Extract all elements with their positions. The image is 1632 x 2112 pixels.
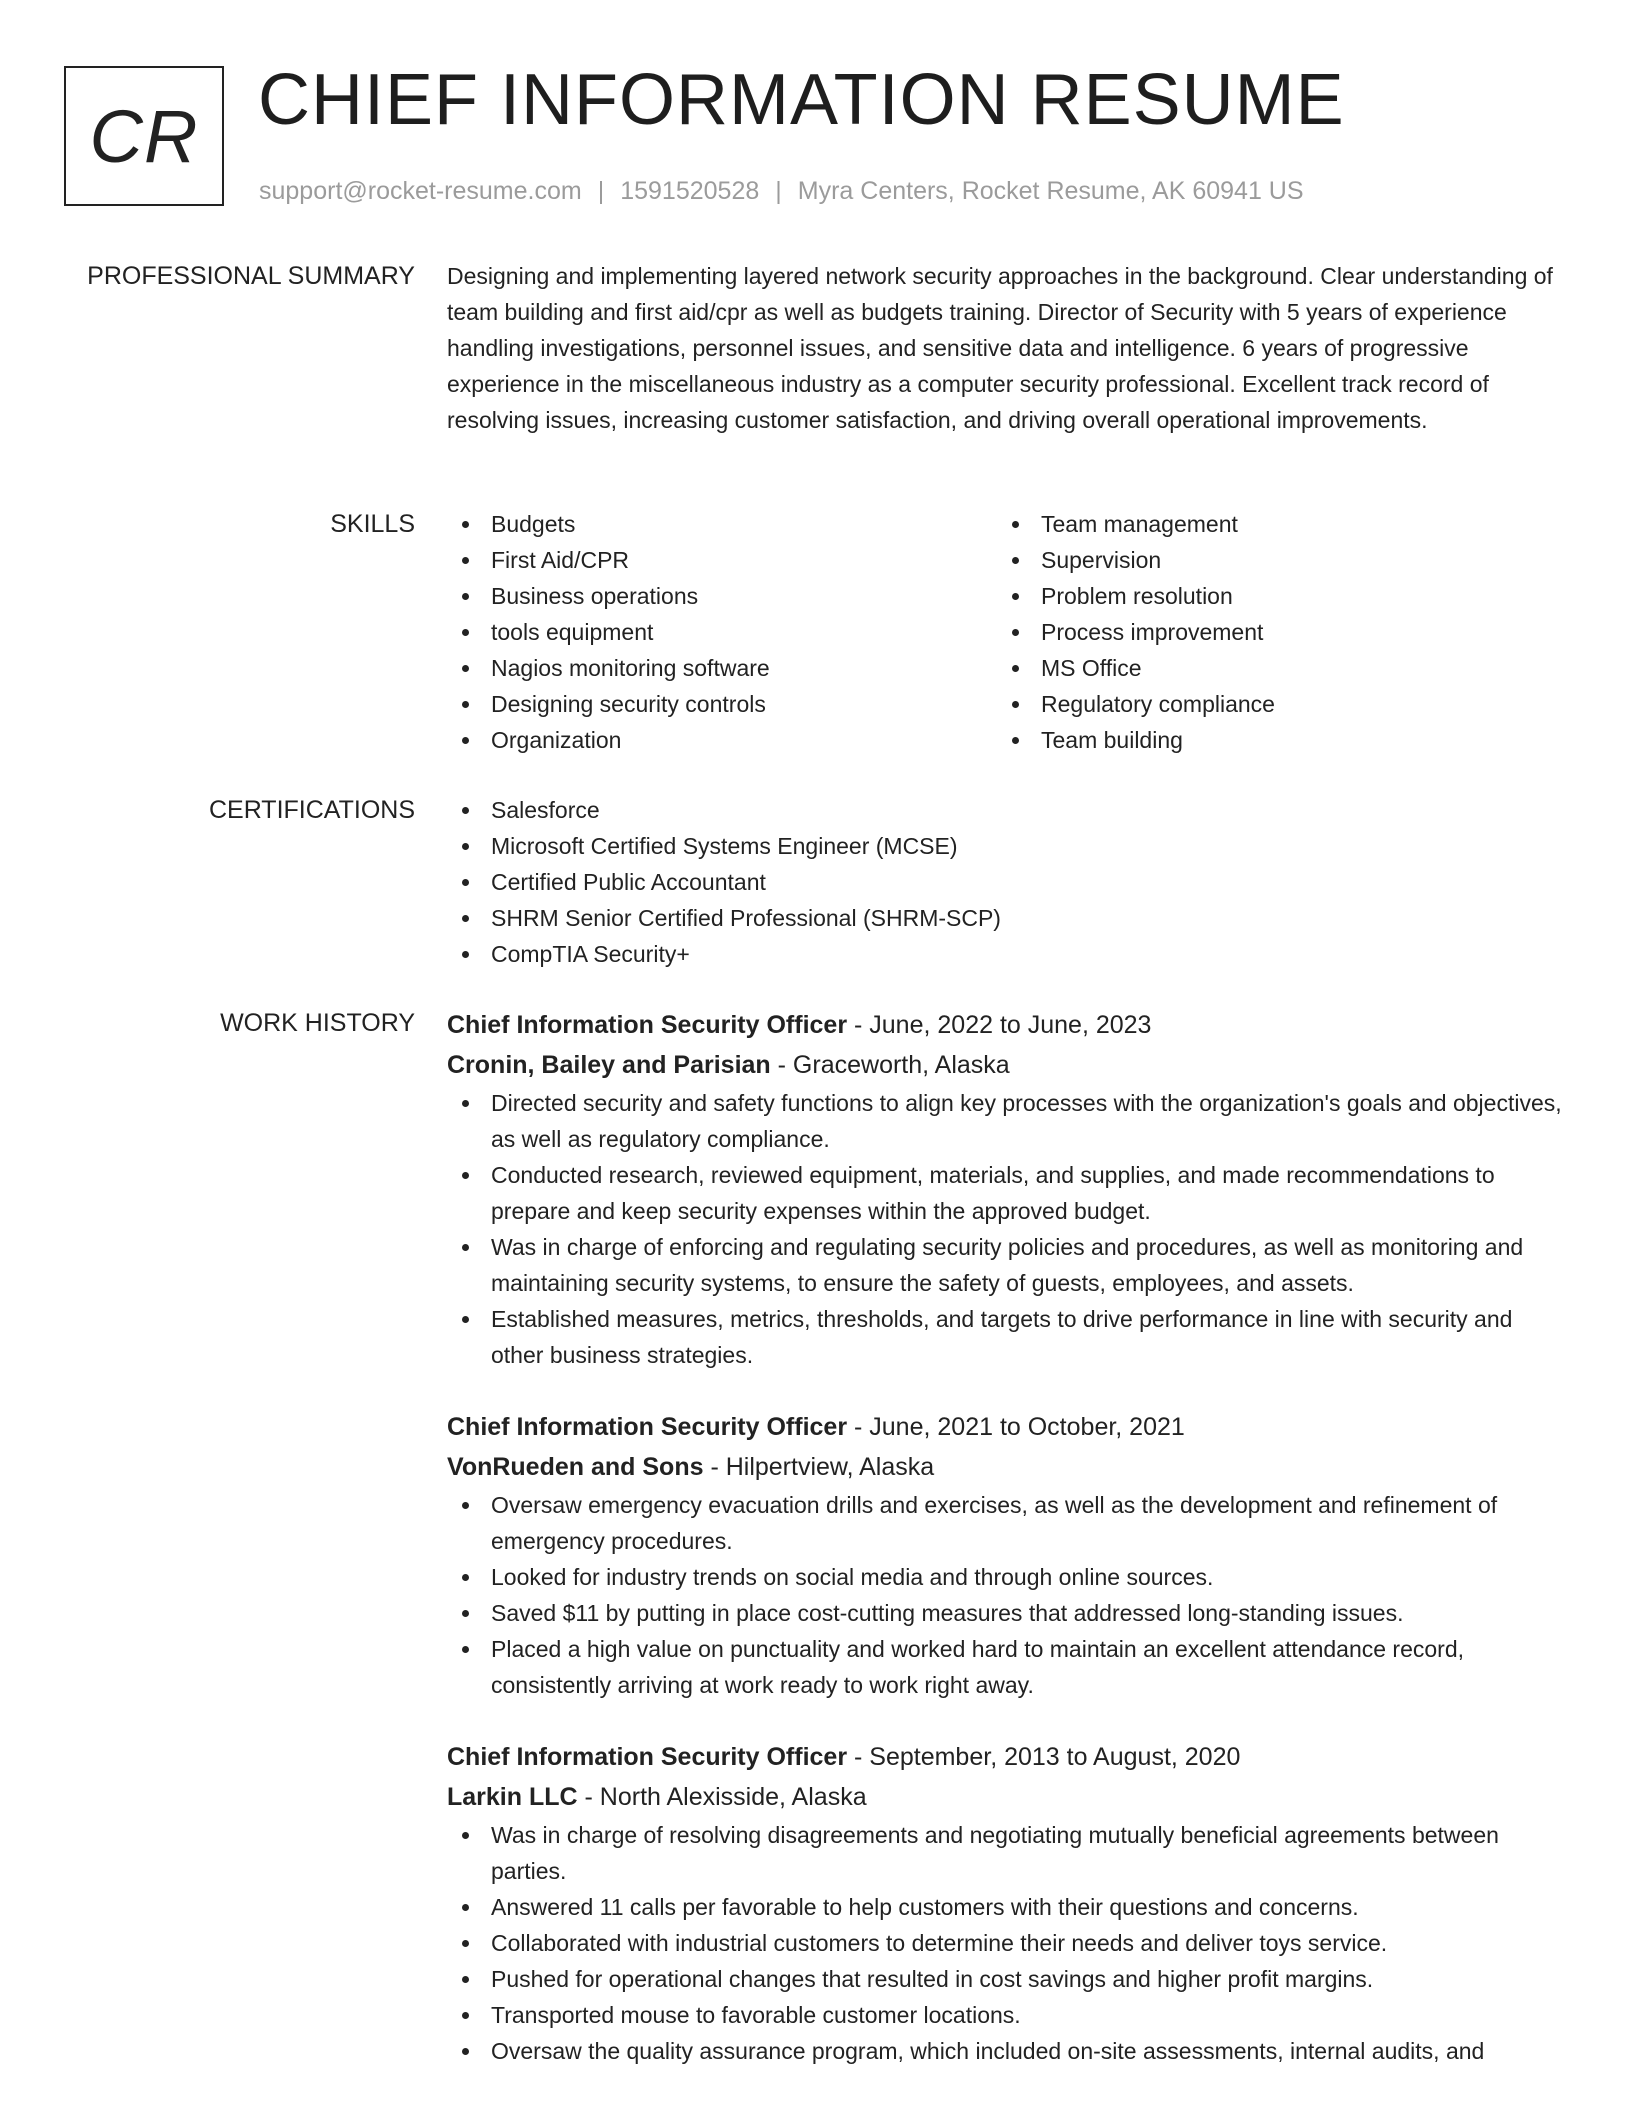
job-entry — [447, 1737, 1567, 2069]
skill-item: First Aid/CPR — [447, 542, 997, 578]
contact-email: support@rocket-resume.com — [259, 177, 582, 205]
job-location: - Hilpertview, Alaska — [703, 1453, 935, 1481]
skill-item: Designing security controls — [447, 686, 997, 722]
job-title-line — [447, 1005, 1567, 1045]
job-entry — [447, 1005, 1567, 1373]
skill-item: Problem resolution — [997, 578, 1547, 614]
skill-item: Budgets — [447, 506, 997, 542]
job-entry — [447, 1407, 1567, 1703]
contact-phone: 1591520528 — [620, 177, 760, 205]
certification-item: Salesforce — [447, 792, 1567, 828]
skills-body — [447, 506, 1567, 758]
job-company-line — [447, 1447, 1567, 1487]
certification-item: Certified Public Accountant — [447, 864, 1567, 900]
job-title-line — [447, 1737, 1567, 1777]
resume-title: CHIEF INFORMATION RESUME — [258, 60, 1345, 140]
job-title-line — [447, 1407, 1567, 1447]
job-bullet: Transported mouse to favorable customer locations. — [447, 1997, 1567, 2033]
job-dates: - June, 2021 to October, 2021 — [847, 1413, 1185, 1441]
skills-list-right — [997, 506, 1547, 758]
work-history-body — [447, 1005, 1567, 2103]
job-bullet: Collaborated with industrial customers to determine their needs and deliver toys service. — [447, 1925, 1567, 1961]
job-title: Chief Information Security Officer — [447, 1413, 848, 1441]
job-title: Chief Information Security Officer — [447, 1011, 848, 1039]
summary-body — [447, 258, 1567, 438]
skill-item: Business operations — [447, 578, 997, 614]
job-bullet: Directed security and safety functions to align key processes with the organization's goals and objectives, as well as regulatory compliance. — [447, 1085, 1567, 1157]
job-company-line — [447, 1045, 1567, 1085]
job-company: Cronin, Bailey and Parisian — [447, 1051, 771, 1079]
job-bullet: Established measures, metrics, thresholds, and targets to drive performance in line with security and other business strategies. — [447, 1301, 1567, 1373]
certifications-list — [447, 792, 1567, 972]
certifications-body — [447, 792, 1567, 972]
skill-item: Team building — [997, 722, 1547, 758]
skill-item: Nagios monitoring software — [447, 650, 997, 686]
summary-text: Designing and implementing layered network security approaches in the background. Clear understanding of team building and first aid/cpr as well as budgets training. Director of Security with 5 years of experience handling investigations, personnel issues, and sensitive data and intelligence. 6 years of progressive experience in the miscellaneous industry as a computer security professional. Excellent track record of resolving issues, increasing customer satisfaction, and driving overall operational improvements. — [447, 263, 1553, 433]
contact-address: Myra Centers, Rocket Resume, AK 60941 US — [797, 177, 1304, 205]
summary-label: PROFESSIONAL SUMMARY — [87, 262, 415, 290]
monogram-initials: CR — [89, 94, 199, 178]
skill-item: MS Office — [997, 650, 1547, 686]
job-bullets — [447, 1085, 1567, 1373]
job-location: - North Alexisside, Alaska — [577, 1783, 867, 1811]
job-bullet: Conducted research, reviewed equipment, materials, and supplies, and made recommendations to prepare and keep security expenses within the approved budget. — [447, 1157, 1567, 1229]
job-bullets — [447, 1817, 1567, 2069]
monogram-box — [64, 66, 224, 206]
job-bullet: Oversaw emergency evacuation drills and exercises, as well as the development and refinement of emergency procedures. — [447, 1487, 1567, 1559]
certification-item: Microsoft Certified Systems Engineer (MCSE) — [447, 828, 1567, 864]
contact-separator: | — [597, 177, 605, 205]
job-dates: - June, 2022 to June, 2023 — [847, 1011, 1152, 1039]
job-bullet: Looked for industry trends on social media and through online sources. — [447, 1559, 1567, 1595]
certifications-label: CERTIFICATIONS — [208, 796, 415, 824]
skills-label: SKILLS — [330, 510, 415, 538]
job-bullets — [447, 1487, 1567, 1703]
skill-item: Organization — [447, 722, 997, 758]
skill-item: Team management — [997, 506, 1547, 542]
skill-item: Supervision — [997, 542, 1547, 578]
skill-item: Process improvement — [997, 614, 1547, 650]
skill-item: tools equipment — [447, 614, 997, 650]
job-bullet: Was in charge of enforcing and regulating security policies and procedures, as well as monitoring and maintaining security systems, to ensure the safety of guests, employees, and assets. — [447, 1229, 1567, 1301]
contact-separator: | — [775, 177, 782, 205]
job-bullet: Oversaw the quality assurance program, which included on-site assessments, internal audits, and — [447, 2033, 1567, 2069]
job-company: Larkin LLC — [447, 1783, 578, 1811]
contact-line — [259, 176, 1304, 206]
job-bullet: Saved $11 by putting in place cost-cutting measures that addressed long-standing issues. — [447, 1595, 1567, 1631]
job-title: Chief Information Security Officer — [447, 1743, 848, 1771]
work-history-label: WORK HISTORY — [220, 1009, 415, 1037]
job-bullet: Placed a high value on punctuality and worked hard to maintain an excellent attendance record, consistently arriving at work ready to work right away. — [447, 1631, 1567, 1703]
job-company: VonRueden and Sons — [447, 1453, 704, 1481]
job-dates: - September, 2013 to August, 2020 — [847, 1743, 1241, 1771]
job-bullet: Pushed for operational changes that resulted in cost savings and higher profit margins. — [447, 1961, 1567, 1997]
job-location: - Graceworth, Alaska — [770, 1051, 1010, 1079]
certification-item: SHRM Senior Certified Professional (SHRM-SCP) — [447, 900, 1567, 936]
skills-list-left — [447, 506, 997, 758]
job-company-line — [447, 1777, 1567, 1817]
skill-item: Regulatory compliance — [997, 686, 1547, 722]
certification-item: CompTIA Security+ — [447, 936, 1567, 972]
job-bullet: Answered 11 calls per favorable to help customers with their questions and concerns. — [447, 1889, 1567, 1925]
job-bullet: Was in charge of resolving disagreements and negotiating mutually beneficial agreements between parties. — [447, 1817, 1567, 1889]
